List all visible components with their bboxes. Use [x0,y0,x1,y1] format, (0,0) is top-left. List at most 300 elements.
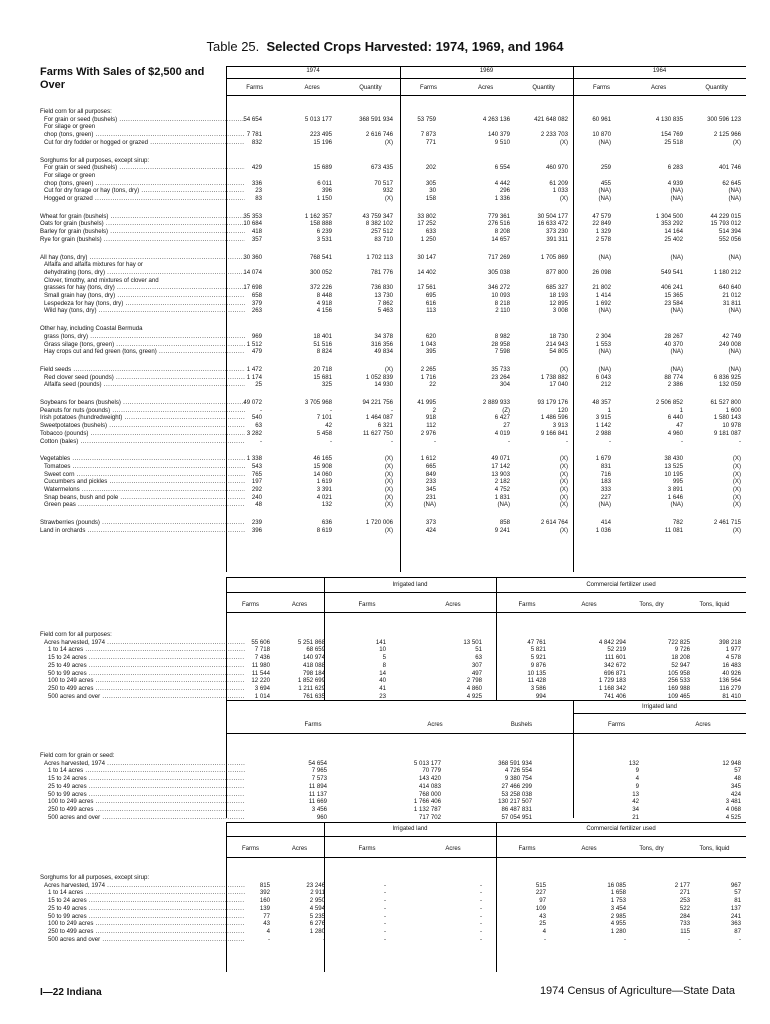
row-label: 500 acres and over ..... [40,693,245,701]
table-cell: 363 [730,920,741,928]
table-cell: 9 [635,782,639,790]
table-cell: 9 876 [530,661,546,669]
table-cell: 4 925 [466,692,482,700]
table-cell: 7 718 [254,646,270,654]
table-cell: 26 098 [592,268,611,276]
table-cell: 14 060 [313,470,332,478]
table-cell: 120 [557,406,568,414]
col-header-0-2: Quantity [359,85,382,91]
table-cell: 849 [425,470,436,478]
table-cell: 2 [432,406,436,414]
table-cell: 13 525 [664,462,683,470]
table-cell: 2 976 [420,429,436,437]
table-cell: 17 040 [549,381,568,389]
table-cell: (X) [732,493,741,501]
table-cell: 15 689 [313,164,332,172]
row-label: Field corn for all purposes: [40,631,112,638]
row-label: Lespedeza for hay (tons, dry) ..... [40,300,245,308]
table-cell: 1 977 [725,646,741,654]
table-cell: 3 705 968 [304,399,332,406]
table-cell: - [383,904,386,912]
table-cell: 17 142 [491,462,510,470]
table-cell: 304 [499,381,510,389]
table-cell: 7 873 [420,131,436,139]
table-cell: 55 606 [251,638,270,646]
table-cell: 768 000 [418,790,441,798]
table-cell: 256 533 [667,677,690,685]
table-cell: - [608,437,611,445]
sec4-col-header-0: Farms [242,846,259,852]
table-cell: 2 911 [310,889,325,897]
table-cell: 877 800 [545,268,568,276]
table-cell: 21 802 [592,284,611,292]
table-cell: 48 [255,501,262,509]
col-header-2-0: Farms [593,85,611,91]
table-cell: 479 [251,348,262,356]
table-cell: 685 327 [545,284,568,292]
table-cell: 61 209 [549,179,568,187]
sec4-col-header-5: Acres [581,846,597,852]
table-cell: 967 [730,881,741,889]
sec3-header-rule [226,733,746,734]
table-cell: 18 401 [313,332,332,340]
table-cell: 11 081 [664,526,683,534]
table-cell: 6 554 [494,164,510,172]
sec4-col-header-6: Tons, dry [639,846,664,852]
table-cell: 4 [266,927,270,935]
sec2-col-header-1: Acres [291,602,308,608]
table-cell: 1 [679,406,683,414]
table-cell: 17 561 [417,284,436,292]
table-cell: 202 [425,164,436,172]
table-cell: (NA) [598,187,611,195]
sec3-col-header-4: Acres [695,722,711,728]
table-cell: 12 895 [549,299,568,307]
table-cell: 239 [251,519,262,527]
table-cell: 1 162 357 [304,212,332,220]
table-cell: 4 860 [466,684,482,692]
table-cell: 2 985 [610,912,626,920]
row-label: Cut for dry fodder or hogged or grazed ..... [40,139,245,147]
row-label: Hay crops cut and fed green (tons, green) ..... [40,348,245,356]
table-cell: 63 [475,654,482,662]
row-label: 15 to 24 acres ..... [40,654,245,662]
table-cell: 257 512 [370,228,393,236]
table-cell: (NA) [598,501,611,509]
row-label: Cotton (bales) ..... [40,438,245,446]
sec1-top-rule [226,66,746,67]
table-cell: 1 142 [595,422,611,430]
table-cell: 40 926 [722,669,741,677]
table-cell: 40 [379,677,386,685]
table-cell: 1 852 699 [297,677,325,685]
table-cell: 284 [679,912,690,920]
table-cell: 44 229 015 [710,212,741,220]
table-cell: 43 759 347 [362,212,393,220]
table-cell: (X) [384,493,393,501]
row-label: 1 to 14 acres ..... [40,646,245,654]
table-cell: 38 430 [664,455,683,463]
table-cell: 7 573 [311,775,327,783]
table-cell: 141 [375,638,386,646]
table-cell: 158 [425,195,436,202]
table-cell: 1 646 [667,493,683,501]
table-cell: 20 718 [313,365,332,373]
row-label: Grass silage (tons, green) ..... [40,341,245,349]
table-cell: 932 [382,187,393,195]
table-cell: 10 135 [527,669,546,677]
table-cell: 1 033 [552,187,568,195]
table-cell: - [383,912,386,920]
table-cell: 3 586 [530,684,546,692]
table-cell: - [383,881,386,889]
table-cell: (NA) [670,348,683,356]
table-cell: 53 258 038 [501,790,532,798]
sec3-col-header-2: Bushels [510,722,533,728]
table-cell: 132 [321,501,332,509]
table-cell: 722 825 [667,638,690,646]
table-cell: 109 465 [667,692,690,700]
table-cell: (X) [384,195,393,202]
table-cell: 373 230 [545,228,568,236]
table-cell: 111 601 [604,654,626,662]
publication-title: 1974 Census of Agriculture—State Data [539,985,735,997]
table-cell: 130 217 507 [498,798,532,806]
table-cell: 115 [680,927,690,935]
table-cell: 25 [255,381,262,389]
table-cell: 782 [672,519,683,527]
table-cell: 396 [321,187,332,195]
table-cell: 18 730 [549,332,568,340]
year-1974: 1974 [306,68,320,74]
table-cell: - [383,935,386,943]
table-cell: 1 280 [610,927,626,935]
table-cell: 396 [251,526,262,534]
table-cell: 54 654 [308,759,327,767]
table-cell: 16 085 [607,881,626,889]
sec4-irrigated-header: Irrigated land [392,826,428,832]
table-cell: (X) [732,478,741,486]
sec1-header-rule [226,95,746,96]
table-cell: 392 [259,889,270,897]
table-cell: 8 382 102 [365,220,393,228]
table-cell: 154 769 [660,131,683,139]
table-cell: 741 406 [603,692,626,700]
table-cell: 30 504 177 [537,212,568,220]
row-label: Sweet corn ..... [40,471,245,479]
table-cell: 429 [251,164,262,172]
table-cell: 223 495 [309,131,332,139]
table-cell: 137 [730,904,741,912]
table-cell: (X) [384,138,393,146]
table-cell: 779 361 [487,212,510,220]
table-cell: 736 830 [370,284,393,292]
table-cell: 3 456 [311,805,327,813]
table-cell: 305 [425,179,436,187]
row-label: 100 to 249 acres ..... [40,920,245,928]
table-cell: 3 454 [610,904,626,912]
table-cell: (X) [384,470,393,478]
row-label: For grain or seed (bushels) ..... [40,164,245,172]
table-cell: 1 619 [316,478,332,486]
table-cell: 858 [499,519,510,527]
table-cell: 23 [255,187,262,195]
table-cell: 1 014 [254,692,270,700]
table-cell: 143 420 [418,775,441,783]
table-cell: 183 [600,478,611,486]
table-cell: 8 619 [316,526,332,534]
table-cell: 1 831 [494,493,510,501]
table-cell: 7 965 [311,767,327,775]
table-cell: 636 [321,519,332,527]
table-cell: 368 591 934 [498,759,532,767]
table-cell: - [259,437,262,445]
table-cell: (NA) [670,365,683,373]
table-cell: 424 [730,790,741,798]
row-label: 1 to 14 acres ..... [40,767,245,775]
table-cell: 4 130 835 [655,115,683,123]
table-cell: 316 356 [370,340,393,348]
sec2-col-header-0: Farms [242,602,259,608]
table-cell: 5 458 [316,429,332,437]
row-label: For grain or seed (bushels) ..... [40,116,245,124]
table-cell: 5 463 [377,307,393,315]
row-label: chop (tons, green) ..... [40,131,245,139]
side-heading: Farms With Sales of $2,500 and Over [40,66,205,91]
table-cell: 53 759 [417,115,436,123]
table-cell: 15 793 012 [710,220,741,228]
table-cell: (X) [559,501,568,509]
table-cell: 87 [734,927,741,935]
table-cell: 1 336 [494,195,510,202]
table-cell: - [329,437,332,445]
table-cell: 1 512 [246,340,262,348]
row-label: Sorghums for all purposes, except sirup: [40,874,150,881]
sec3-irrigated-header: Irrigated land [641,704,678,710]
table-cell: 57 [734,889,741,897]
table-cell: 2 182 [494,478,510,486]
table-cell: 1 738 882 [540,373,568,381]
row-label: Wild hay (tons, dry) ..... [40,307,245,315]
table-cell: 300 596 123 [707,115,741,123]
table-cell: 14 164 [664,228,683,236]
sec3-col-header-3: Farms [608,722,625,728]
table-cell: 9 166 841 [540,429,568,437]
table-cell: 86 487 831 [501,805,532,813]
table-cell: 3 481 [725,798,741,806]
table-cell: 70 779 [422,767,441,775]
row-label: Vegetables ..... [40,455,245,463]
table-cell: 41 995 [417,399,436,406]
table-cell: 296 [499,187,510,195]
table-cell: 28 958 [491,340,510,348]
table-cell: 3 008 [552,307,568,315]
table-cell: - [738,437,741,445]
table-cell: 30 360 [243,253,262,261]
table-cell: 42 749 [722,332,741,340]
table-cell: 68 659 [306,646,325,654]
table-cell: 81 410 [722,692,741,700]
table-cell: 113 [426,307,436,315]
table-cell: 4 [635,775,639,783]
table-cell: 8 448 [316,292,332,299]
row-label: Other hay, including Coastal Bermuda [40,325,143,333]
table-title-text: Selected Crops Harvested: 1974, 1969, and 1964 [266,39,564,54]
table-cell: 353 292 [660,220,683,228]
table-cell: (X) [559,478,568,486]
row-label: 50 to 99 acres ..... [40,670,245,678]
table-cell: 1 716 [420,373,436,381]
table-cell: 2 614 764 [540,519,568,527]
table-cell: 227 [600,493,611,501]
table-cell: 4 955 [610,920,626,928]
page-number: I—22 Indiana [40,987,102,998]
table-cell: 1 720 006 [365,519,393,527]
table-cell: 1 658 [610,889,626,897]
table-cell: 15 908 [313,462,332,470]
table-cell: 23 584 [664,299,683,307]
table-cell: 673 435 [370,164,393,172]
sec4-top-rule [226,822,746,823]
table-cell: 6 440 [667,414,683,422]
table-cell: 4 594 [309,904,325,912]
table-cell: - [479,912,482,920]
table-cell: 969 [251,332,262,340]
table-cell: 43 [539,912,546,920]
row-label: 250 to 499 acres ..... [40,928,245,936]
row-label: Field seeds ..... [40,366,245,374]
row-label: Peanuts for nuts (pounds) ..... [40,407,245,415]
table-cell: 52 219 [607,646,626,654]
table-cell: 12 948 [722,759,741,767]
table-cell: 15 196 [313,138,332,146]
table-cell: 345 [730,782,741,790]
table-cell: - [390,437,393,445]
row-label: Clover, timothy, and mixtures of clover and [44,276,159,284]
table-cell: 2 125 966 [713,131,741,139]
table-cell: 47 [676,422,683,430]
table-cell: 35 353 [243,212,262,220]
table-cell: 424 [425,526,436,534]
table-cell: 2 616 746 [365,131,393,139]
table-cell: (NA) [598,307,611,315]
table-cell: 398 218 [718,638,741,646]
table-cell: 391 311 [546,235,568,243]
table-cell: (NA) [598,195,611,202]
table-cell: 8 208 [494,228,510,236]
row-label: grasses for hay (tons, dry) ..... [40,284,245,292]
table-cell: 3 913 [552,422,568,430]
table-cell: (X) [732,455,741,463]
row-label: 25 to 49 acres ..... [40,905,245,913]
table-cell: 83 [255,195,262,202]
table-cell: 6 321 [377,422,393,430]
table-cell: 346 272 [487,284,510,292]
row-label: For silage or green [44,123,96,131]
table-cell: - [565,437,568,445]
table-cell: 421 648 082 [534,115,568,123]
table-cell: 1 414 [595,292,611,299]
table-cell: 11 627 750 [362,429,393,437]
table-cell: 14 930 [374,381,393,389]
sec4-col-header-2: Farms [358,846,376,852]
table-cell: 3 282 [246,429,262,437]
table-cell: 11 894 [308,782,327,790]
table-cell: - [390,406,393,414]
table-cell: 160 [259,897,270,905]
table-cell: (NA) [497,501,510,509]
table-cell: 34 [632,805,639,813]
table-cell: - [383,927,386,935]
table-cell: 379 [251,299,262,307]
row-label: 15 to 24 acres ..... [40,775,245,783]
table-cell: 11 669 [308,798,327,806]
table-cell: 83 710 [374,235,393,243]
table-cell: - [479,904,482,912]
table-cell: 41 [379,684,386,692]
table-cell: (X) [559,195,568,202]
row-label: Acres harvested, 1974 ..... [40,760,245,768]
table-cell: - [543,935,546,943]
table-cell: - [433,437,436,445]
table-cell: 105 958 [667,669,690,677]
table-cell: 1 168 342 [598,684,626,692]
table-cell: 62 645 [722,179,741,187]
table-cell: 13 730 [374,292,393,299]
table-cell: 414 [600,519,611,527]
table-cell: 21 012 [722,292,741,299]
sec1-year-rule [226,78,746,79]
row-label: Soybeans for beans (bushels) ..... [40,399,245,407]
row-label: Acres harvested, 1974 ..... [40,639,245,647]
table-cell: - [479,935,482,943]
table-cell: 51 [475,646,482,654]
table-cell: 616 [425,299,436,307]
table-cell: 28 267 [664,332,683,340]
table-cell: 7 781 [246,131,262,139]
table-cell: (X) [559,486,568,493]
table-cell: 373 [425,519,436,527]
table-cell: 8 824 [316,348,332,356]
row-label: Hogged or grazed ..... [40,195,245,203]
table-cell: 27 [503,422,510,430]
table-cell: 2 304 [595,332,611,340]
table-cell: 240 [251,493,262,501]
table-cell: 6 283 [667,164,683,172]
table-cell: (X) [559,455,568,463]
table-title [0,39,770,54]
table-cell: 13 [632,790,639,798]
table-cell: 30 147 [417,253,436,261]
table-cell: 30 [429,187,436,195]
table-cell: 514 394 [718,228,741,236]
table-cell: 33 802 [417,212,436,220]
table-cell: 47 579 [592,212,611,220]
table-cell: 132 [628,759,639,767]
sec3-col-header-1: Acres [427,722,443,728]
row-label: Oats for grain (bushels) ..... [40,220,245,228]
table-cell: 6 011 [317,179,332,187]
table-cell: 16 633 472 [537,220,568,228]
row-label: 50 to 99 acres ..... [40,791,245,799]
table-cell: 11 428 [527,677,546,685]
table-cell: (NA) [728,253,741,261]
row-label: 250 to 499 acres ..... [40,685,245,693]
table-cell: 4 068 [725,805,741,813]
table-cell: 25 402 [664,235,683,243]
table-cell: 139 [259,904,270,912]
sec2-header-rule [226,612,746,613]
